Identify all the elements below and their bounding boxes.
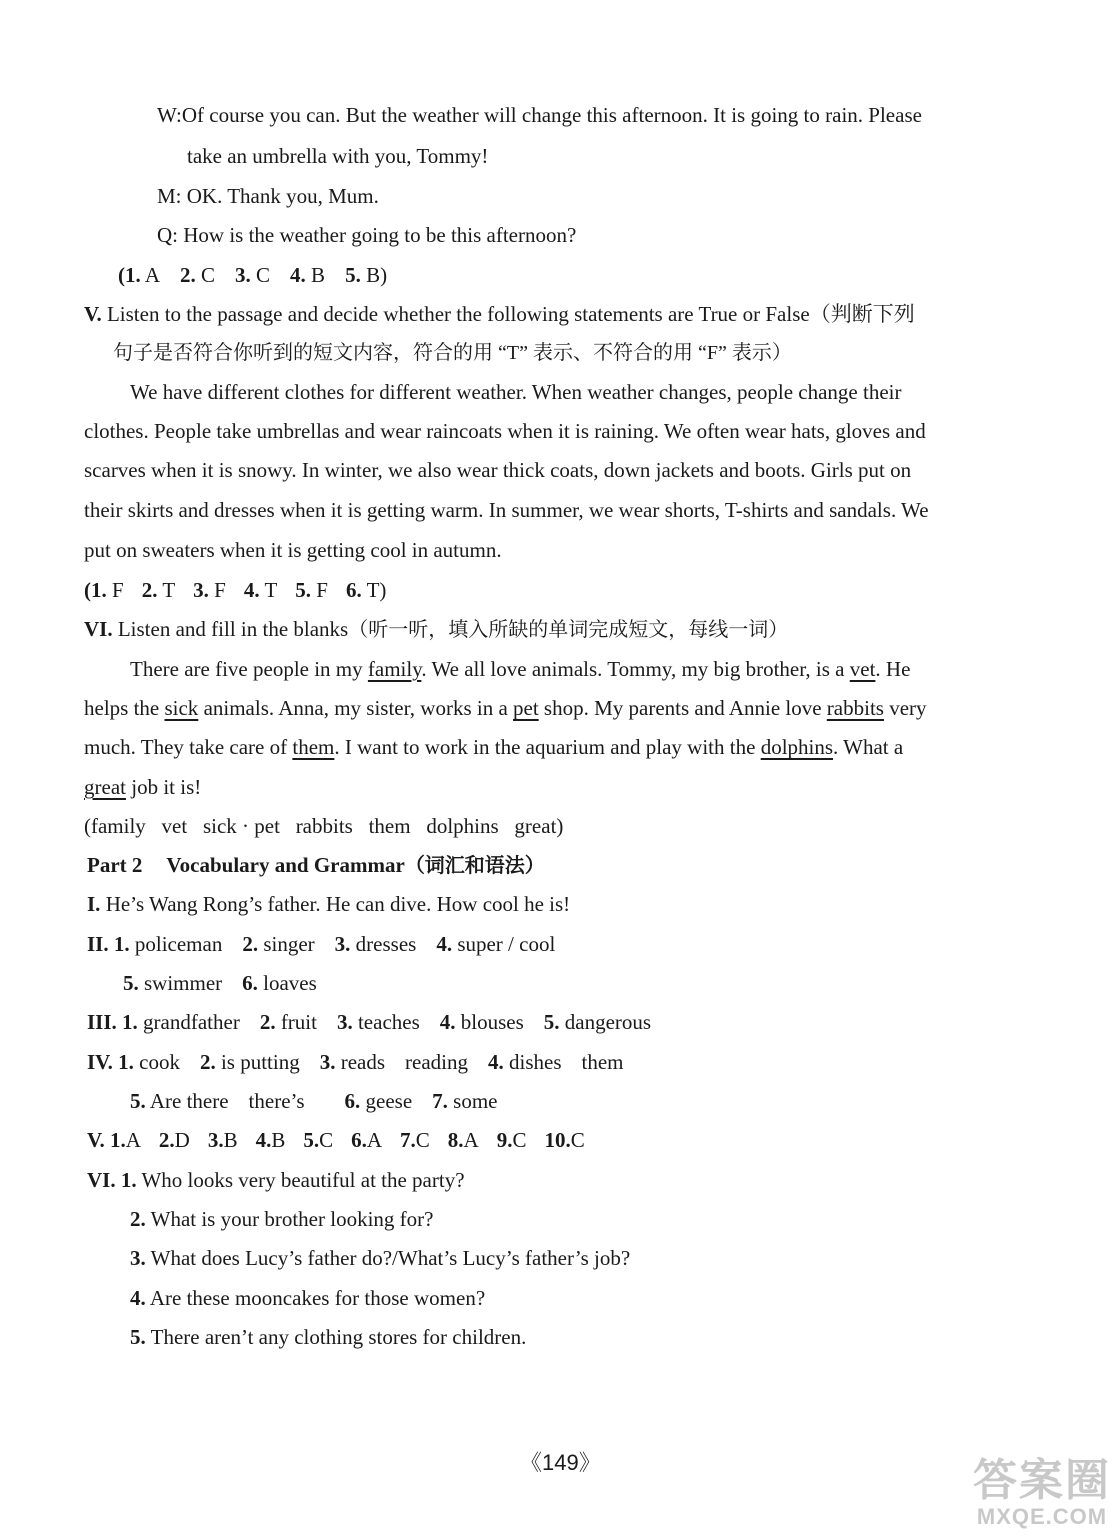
answer: dangerous <box>564 1010 652 1034</box>
answer: There aren’t any clothing stores for children. <box>150 1325 527 1349</box>
answer: is putting <box>220 1050 300 1074</box>
answer: A <box>463 1128 479 1152</box>
answer-num: 3. <box>193 578 209 602</box>
page-number: 《149》 <box>520 1450 601 1475</box>
answer: T <box>264 578 278 602</box>
answer: Are there <box>149 1089 229 1113</box>
passage-line: their skirts and dresses when it is getting warm. In summer, we wear shorts, T-shirts and sandals. We <box>84 498 929 522</box>
answer-num: 8. <box>447 1128 464 1152</box>
answer-num: 10. <box>544 1128 571 1152</box>
answer: C <box>319 1128 334 1152</box>
part2-title <box>87 852 545 879</box>
speaker-label: Q: <box>157 223 178 247</box>
section-numeral: I. <box>87 892 101 916</box>
passage-text: . I want to work in the aquarium and play with the <box>334 735 761 759</box>
section-numeral: V. <box>84 302 102 326</box>
answer-num: (1. <box>84 578 107 602</box>
passage-line: put on sweaters when it is getting cool in autumn. <box>84 538 502 562</box>
fill-passage-line <box>84 695 927 721</box>
blank-answer: dolphins <box>760 735 834 759</box>
answer: F <box>214 578 226 602</box>
blank-answer: great <box>84 775 126 799</box>
section-vi-heading <box>84 616 788 643</box>
answer-num: 6. <box>351 1128 367 1152</box>
answer: fruit <box>280 1010 317 1034</box>
answer-num: 2. <box>199 1050 216 1074</box>
answer: some <box>453 1089 498 1113</box>
answer-num: 5. <box>295 578 312 602</box>
blank-answer: vet <box>849 657 876 681</box>
answer-num: 6. <box>242 971 258 995</box>
answer: A <box>125 1128 141 1152</box>
speaker-label: W: <box>157 103 182 127</box>
answer: T <box>162 578 176 602</box>
answer-num: 4. <box>243 578 260 602</box>
answer-num: 4. <box>439 1010 456 1034</box>
answer-num: 3. <box>336 1010 353 1034</box>
answer: D <box>174 1128 190 1152</box>
part2-i <box>87 891 570 917</box>
answer: super / cool <box>457 932 556 956</box>
watermark-logo <box>973 1458 1111 1530</box>
answer-num: 2. <box>242 932 259 956</box>
fill-passage-line <box>130 656 910 682</box>
answer: cook <box>139 1050 180 1074</box>
answer: C <box>256 263 271 287</box>
answer: there’s <box>248 1089 305 1113</box>
v-answer-line <box>84 577 386 603</box>
answer-num: (1. <box>118 263 141 287</box>
passage-text: . What a <box>833 735 904 759</box>
answer-num: 3. <box>334 932 351 956</box>
part2-vi-item-1 <box>87 1167 465 1193</box>
answer-num: 4. <box>488 1050 504 1074</box>
answer-num: 5. <box>303 1128 320 1152</box>
section-numeral: V. <box>87 1128 105 1152</box>
answer-num: 2. <box>180 263 196 287</box>
section-v-heading <box>84 301 915 327</box>
part2-ii-line-2 <box>123 970 317 996</box>
answer-num: 4. <box>436 932 453 956</box>
answer: What does Lucy’s father do?/What’s Lucy’s father’s job? <box>150 1246 631 1270</box>
answer-num: 7. <box>400 1128 416 1152</box>
answer: reading <box>405 1050 469 1074</box>
passage-text: helps the <box>84 696 165 720</box>
section-numeral: VI. <box>87 1168 116 1192</box>
instruction-en: Listen to the passage and decide whether the following statements are True or False <box>106 302 810 326</box>
answer: He’s Wang Rong’s father. He can dive. How cool he is! <box>105 892 571 916</box>
answer: C <box>570 1128 585 1152</box>
answer-num: 1. <box>113 932 130 956</box>
answer-num: 3. <box>130 1246 146 1270</box>
answer: swimmer <box>144 971 223 995</box>
part2-vi-item-3 <box>130 1245 630 1271</box>
answer: C <box>415 1128 430 1152</box>
blank-answer: family <box>367 657 422 681</box>
fill-passage-line <box>84 734 903 760</box>
answer-num: 7. <box>432 1089 448 1113</box>
answer: them <box>581 1050 624 1074</box>
word-list: (family vet sick · pet rabbits them dolphins great) <box>84 814 564 838</box>
answer: Are these mooncakes for those women? <box>149 1286 486 1310</box>
answer-num: 5. <box>130 1089 146 1113</box>
section-numeral: II. <box>87 932 109 956</box>
section-v-instruction-cn: 句子是否符合你听到的短文内容，符合的用 “T” 表示、不符合的用 “F” 表示） <box>113 342 792 364</box>
dialogue-m-line <box>157 183 379 209</box>
answer: blouses <box>460 1010 524 1034</box>
passage-text: . He <box>875 657 911 681</box>
answer: B <box>223 1128 238 1152</box>
part-title-cn: （词汇和语法） <box>404 855 545 877</box>
answer-num: 3. <box>235 263 251 287</box>
answer: teaches <box>357 1010 420 1034</box>
answer: F <box>316 578 328 602</box>
blank-answer: them <box>292 735 335 759</box>
part2-vi-item-2 <box>130 1206 433 1232</box>
answer-num: 9. <box>496 1128 513 1152</box>
answer-num: 4. <box>290 263 306 287</box>
section-numeral: III. <box>87 1010 117 1034</box>
answer-num: 4. <box>130 1286 146 1310</box>
answer-num: 1. <box>118 1050 134 1074</box>
dialogue-w-line-2: take an umbrella with you, Tommy! <box>187 144 489 168</box>
passage-text: . We all love animals. Tommy, my big brother, is a <box>421 657 850 681</box>
answer-num: 3. <box>207 1128 224 1152</box>
passage-line: clothes. People take umbrellas and wear raincoats when it is raining. We often wear hats, gloves and <box>84 419 926 443</box>
part-label: Part 2 <box>87 853 143 877</box>
answer-num: 2. <box>141 578 158 602</box>
answer-num: 5. <box>543 1010 560 1034</box>
answer: grandfather <box>143 1010 240 1034</box>
part2-vi-item-4 <box>130 1285 485 1311</box>
answer-num: 1. <box>109 1128 126 1152</box>
fill-passage-line <box>84 774 201 800</box>
answer-num: 1. <box>122 1010 138 1034</box>
passage-text: animals. Anna, my sister, works in a <box>198 696 514 720</box>
watermark-url: MXQE.COM <box>976 1504 1108 1529</box>
part2-v <box>87 1127 585 1153</box>
answer: What is your brother looking for? <box>150 1207 434 1231</box>
blank-answer: rabbits <box>826 696 884 720</box>
watermark-text: 答案圈 <box>973 1456 1111 1505</box>
answer: T) <box>366 578 387 602</box>
answer-num: 5. <box>130 1325 146 1349</box>
answer: dresses <box>355 932 417 956</box>
answer: C <box>512 1128 527 1152</box>
passage-text: There are five people in my <box>130 657 368 681</box>
answer: geese <box>365 1089 413 1113</box>
answer: B <box>271 1128 286 1152</box>
answer: policeman <box>134 932 223 956</box>
speaker-label: M: <box>157 184 182 208</box>
dialogue-text: How is the weather going to be this afternoon? <box>183 223 577 247</box>
part2-vi-item-5 <box>130 1324 526 1350</box>
blank-answer: pet <box>513 696 539 720</box>
answer-num: 4. <box>255 1128 272 1152</box>
dialogue-q-line <box>157 222 576 248</box>
answer-num: 2. <box>259 1010 276 1034</box>
part2-iv-line-1 <box>87 1049 624 1075</box>
passage-text: very <box>883 696 927 720</box>
section-numeral: IV. <box>87 1050 113 1074</box>
blank-answer: sick <box>164 696 199 720</box>
answer: reads <box>340 1050 386 1074</box>
part2-iv-line-2 <box>130 1088 498 1114</box>
part-title: Vocabulary and Grammar <box>166 853 405 877</box>
answer-num: 2. <box>130 1207 146 1231</box>
part2-ii-line-1 <box>87 931 555 957</box>
answer-num: 5. <box>345 263 361 287</box>
answer: F <box>112 578 124 602</box>
answer: B <box>311 263 326 287</box>
part2-iii <box>87 1009 651 1035</box>
answer-num: 6. <box>345 578 362 602</box>
instruction-cn: （判断下列 <box>809 302 915 326</box>
answer-num: 1. <box>120 1168 137 1192</box>
answer: loaves <box>263 971 317 995</box>
answer: A <box>366 1128 383 1152</box>
passage-text: much. They take care of <box>84 735 293 759</box>
passage-line: scarves when it is snowy. In winter, we also wear thick coats, down jackets and boots. Girls put on <box>84 458 912 482</box>
section-numeral: VI. <box>84 617 113 641</box>
instruction-cn: （听一听，填入所缺的单词完成短文，每线一词） <box>348 619 789 641</box>
answer-num: 5. <box>123 971 139 995</box>
dialogue-text: Of course you can. But the weather will change this afternoon. It is going to rain. Please <box>181 103 922 127</box>
answer-num: 6. <box>344 1089 361 1113</box>
passage-text: shop. My parents and Annie love <box>538 696 827 720</box>
answer: singer <box>263 932 315 956</box>
answer: B) <box>366 263 388 287</box>
answer: Who looks very beautiful at the party? <box>141 1168 465 1192</box>
dialogue-text: OK. Thank you, Mum. <box>186 184 379 208</box>
answer: A <box>144 263 161 287</box>
answer-num: 3. <box>319 1050 336 1074</box>
iv-answer-line <box>118 262 387 288</box>
answer: dishes <box>509 1050 562 1074</box>
passage-line: We have different clothes for different weather. When weather changes, people change their <box>130 380 902 404</box>
passage-text: job it is! <box>125 775 202 799</box>
answer: C <box>201 263 216 287</box>
instruction-en: Listen and fill in the blanks <box>117 617 349 641</box>
dialogue-w-line-1 <box>157 102 922 128</box>
answer-num: 2. <box>158 1128 175 1152</box>
